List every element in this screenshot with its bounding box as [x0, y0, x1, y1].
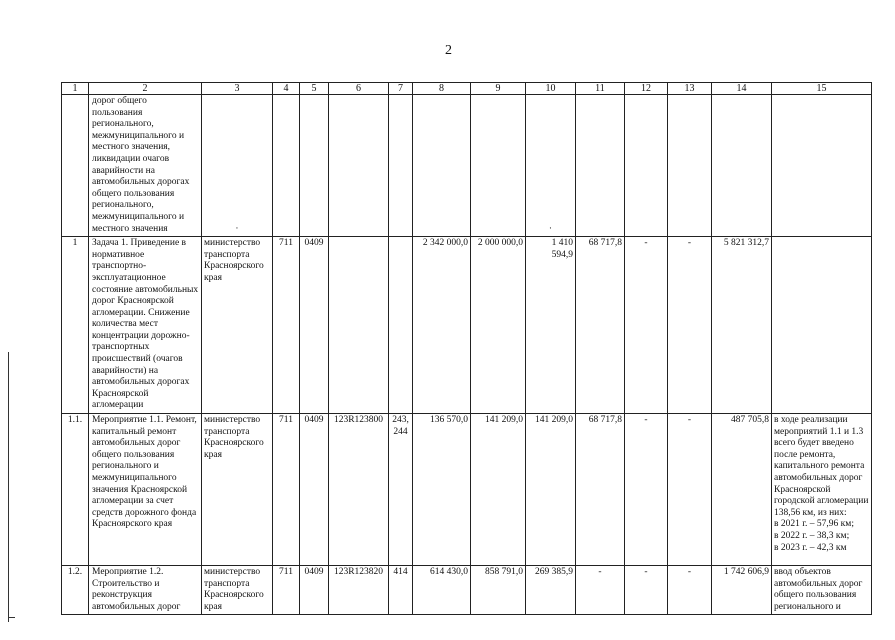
target-article: 123R123800: [329, 414, 389, 566]
executor: министерство транспорта Красноярского края: [202, 566, 273, 615]
row-number: 1: [62, 237, 89, 414]
row-number: 1.2.: [62, 566, 89, 615]
amount-cell: 1 410 594,9: [526, 237, 576, 414]
amount-cell: -: [668, 566, 712, 615]
amount-cell: 2 342 000,0: [413, 237, 471, 414]
scan-margin-tick: [9, 617, 15, 618]
header-cell: 3: [202, 83, 273, 95]
header-cell: 11: [576, 83, 625, 95]
amount-cell: -: [625, 414, 668, 566]
table-cell: [273, 95, 300, 237]
amount-cell: 136 570,0: [413, 414, 471, 566]
task-description: Задача 1. Приведение в нормативное транспортно-эксплуатационное состояние автомобильных дорог Красноярской агломерации. Снижение количества мест концентрации дорожно-транспортных происшествий (очагов аварийности) на автомобильных дорогах Красноярской агломерации: [89, 237, 202, 414]
table-cell: [389, 95, 413, 237]
total-cell: 5 821 312,7: [712, 237, 772, 414]
expense-type: 243, 244: [389, 414, 413, 566]
table-row: [62, 414, 872, 566]
amount-cell: 269 385,9: [526, 566, 576, 615]
header-cell: 10: [526, 83, 576, 95]
table-cell: [668, 95, 712, 237]
amount-cell: -: [625, 566, 668, 615]
grbs-code: 711: [273, 237, 300, 414]
amount-cell: 141 209,0: [526, 414, 576, 566]
table-cell: [62, 95, 89, 237]
header-cell: 5: [300, 83, 329, 95]
expected-result: ввод объектов автомобильных дорог общего пользования регионального и: [772, 566, 872, 615]
table-cell: [471, 95, 526, 237]
table-cell: [712, 95, 772, 237]
table-cell: [329, 95, 389, 237]
table-cell: [576, 95, 625, 237]
table-cell: [625, 95, 668, 237]
goal-continuation-text: дорог общего пользования регионального, межмуниципального и местного значения, ликвидации очагов аварийности на автомобильных дорогах общего пользования регионального, межмуниципального и местного значения: [89, 95, 202, 237]
expected-result: [772, 237, 872, 414]
amount-cell: 2 000 000,0: [471, 237, 526, 414]
table-cell: ·: [526, 95, 576, 237]
grbs-code: 711: [273, 566, 300, 615]
executor: министерство транспорта Красноярского края: [202, 414, 273, 566]
section-code: 0409: [300, 566, 329, 615]
header-cell: 14: [712, 83, 772, 95]
amount-cell: 141 209,0: [471, 414, 526, 566]
scan-margin-line: [8, 352, 9, 622]
table-cell: [300, 95, 329, 237]
header-cell: 15: [772, 83, 872, 95]
section-code: 0409: [300, 237, 329, 414]
header-cell: 13: [668, 83, 712, 95]
header-cell: 12: [625, 83, 668, 95]
table-row: [62, 237, 872, 414]
table-row: [62, 95, 872, 237]
expense-type: 414: [389, 566, 413, 615]
table-cell: [772, 95, 872, 237]
page-number: 2: [445, 43, 452, 58]
target-article: 123R123820: [329, 566, 389, 615]
header-cell: 9: [471, 83, 526, 95]
result-text: в 2022 г. – 38,3 км;: [774, 530, 850, 541]
result-text: в 2023 г. – 42,3 км: [774, 542, 847, 553]
section-code: 0409: [300, 414, 329, 566]
row-number: 1.1.: [62, 414, 89, 566]
header-cell: 4: [273, 83, 300, 95]
header-cell: 1: [62, 83, 89, 95]
expected-result: [772, 414, 872, 566]
header-cell: 7: [389, 83, 413, 95]
result-text: 138,56 км, из них:: [774, 507, 847, 518]
executor: министерство транспорта Красноярского края: [202, 237, 273, 414]
header-cell: 6: [329, 83, 389, 95]
amount-cell: 68 717,8: [576, 414, 625, 566]
total-cell: 487 705,8: [712, 414, 772, 566]
target-article: [329, 237, 389, 414]
total-cell: 1 742 606,9: [712, 566, 772, 615]
table-cell: ·: [202, 95, 273, 237]
grbs-code: 711: [273, 414, 300, 566]
header-cell: 8: [413, 83, 471, 95]
expense-type: [389, 237, 413, 414]
activity-description: Мероприятие 1.1. Ремонт, капитальный ремонт автомобильных дорог общего пользования регионального и межмуниципального значения Красноярской агломерации за счет средств дорожного фонда Красноярского края: [89, 414, 202, 566]
result-text: в 2021 г. – 57,96 км;: [774, 519, 854, 530]
amount-cell: 68 717,8: [576, 237, 625, 414]
amount-cell: -: [668, 237, 712, 414]
table-cell: [413, 95, 471, 237]
amount-cell: -: [668, 414, 712, 566]
result-text: в ходе реализации мероприятий 1.1 и 1.3 всего будет введено после ремонта, капитального ремонта автомобильных дорог Красноярской городской агломерации: [774, 415, 869, 507]
program-table: [61, 82, 872, 615]
activity-description: Мероприятие 1.2. Строительство и реконструкция автомобильных дорог: [89, 566, 202, 615]
amount-cell: 858 791,0: [471, 566, 526, 615]
table-row: [62, 566, 872, 615]
column-number-row: [62, 83, 872, 95]
header-cell: 2: [89, 83, 202, 95]
amount-cell: -: [576, 566, 625, 615]
amount-cell: -: [625, 237, 668, 414]
amount-cell: 614 430,0: [413, 566, 471, 615]
